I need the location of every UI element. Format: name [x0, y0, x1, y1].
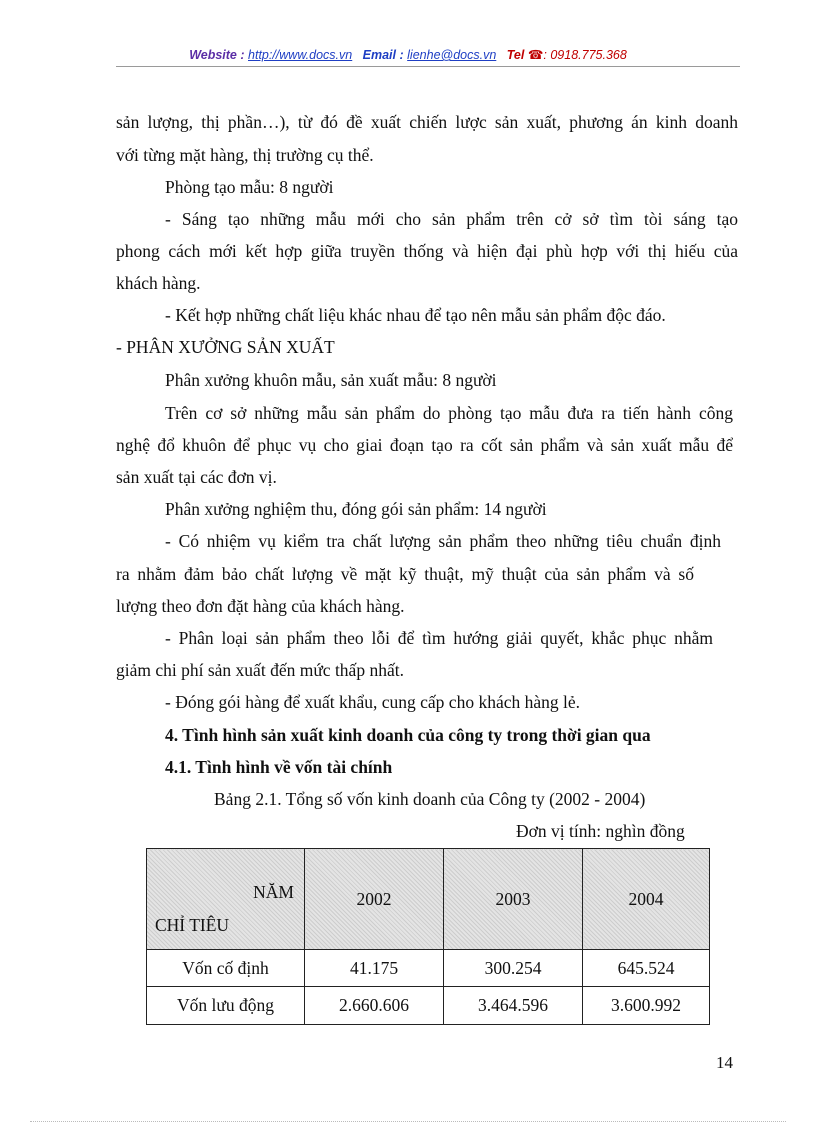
body-line-14: - Có nhiệm vụ kiểm tra chất lượng sản phẩm theo những tiêu chuẩn định	[165, 531, 721, 551]
corner-header-cell	[147, 849, 305, 950]
table-cell: 2.660.606	[305, 987, 444, 1025]
email-label: Email	[362, 48, 397, 62]
page-number: 14	[716, 1053, 733, 1072]
body-line-4: - Sáng tạo những mẫu mới cho sản phẩm trên cở sở tìm tòi sáng tạo	[165, 209, 738, 229]
body-line-19: - Đóng gói hàng để xuất khẩu, cung cấp cho khách hàng lẻ.	[165, 692, 581, 712]
body-line-17: - Phân loại sản phẩm theo lỗi để tìm hướng giải quyết, khắc phục nhằm	[165, 628, 713, 648]
body-line-12: sản xuất tại các đơn vị.	[116, 467, 277, 487]
body-line-11: nghệ đổ khuôn để phục vụ cho giai đoạn tạo ra cốt sản phẩm và sản xuất mẫu để	[116, 435, 733, 455]
row-label: Vốn lưu động	[147, 987, 305, 1025]
header-divider	[116, 66, 740, 67]
table-cell: 3.464.596	[444, 987, 583, 1025]
body-line-5: phong cách mới kết hợp giữa truyền thống và hiện đại phù hợp với thị hiếu của	[116, 241, 738, 261]
website-link[interactable]: http://www.docs.vn	[248, 48, 353, 62]
body-line-16: lượng theo đơn đặt hàng của khách hàng.	[116, 596, 405, 616]
body-line-10: Trên cơ sở những mẫu sản phẩm do phòng tạo mẫu đưa ra tiến hành công	[165, 403, 733, 423]
table-cell: 300.254	[444, 950, 583, 987]
body-line-2: với từng mặt hàng, thị trường cụ thể.	[116, 145, 374, 165]
email-link[interactable]: lienhe@docs.vn	[407, 48, 497, 62]
table-cell: 41.175	[305, 950, 444, 987]
footer-divider	[30, 1121, 786, 1122]
email-separator: :	[399, 48, 404, 62]
page-header	[0, 47, 816, 62]
year-header-2002: 2002	[305, 849, 444, 950]
tel-label: Tel	[506, 48, 525, 62]
table-row	[147, 950, 710, 987]
table-row	[147, 987, 710, 1025]
body-line-13: Phân xưởng nghiệm thu, đóng gói sản phẩm: 14 người	[165, 499, 547, 519]
table-cell: 645.524	[583, 950, 710, 987]
phone-icon: ☎	[527, 48, 544, 62]
table-header-row	[147, 849, 710, 950]
table-unit: Đơn vị tính: nghìn đồng	[516, 821, 685, 841]
body-line-1: sản lượng, thị phần…), từ đó đề xuất chiến lược sản xuất, phương án kinh doanh	[116, 112, 738, 132]
body-line-7: - Kết hợp những chất liệu khác nhau để tạo nên mẫu sản phẩm độc đáo.	[165, 305, 666, 325]
table-caption: Bảng 2.1. Tổng số vốn kinh doanh của Công ty (2002 - 2004)	[214, 789, 646, 809]
section-heading-workshop: - PHÂN XƯỞNG SẢN XUẤT	[116, 337, 335, 357]
body-line-3: Phòng tạo mẫu: 8 người	[165, 177, 334, 197]
body-line-9: Phân xưởng khuôn mẫu, sản xuất mẫu: 8 người	[165, 370, 497, 390]
year-header-2003: 2003	[444, 849, 583, 950]
year-header-2004: 2004	[583, 849, 710, 950]
body-line-15: ra nhằm đảm bảo chất lượng về mặt kỹ thuật, mỹ thuật của sản phẩm và số	[116, 564, 694, 584]
heading-section-4: 4. Tình hình sản xuất kinh doanh của công ty trong thời gian qua	[165, 725, 651, 745]
body-line-6: khách hàng.	[116, 273, 201, 293]
body-line-18: giảm chi phí sản xuất đến mức thấp nhất.	[116, 660, 404, 680]
capital-table	[146, 848, 710, 1025]
phone-number: : 0918.775.368	[543, 48, 627, 62]
corner-indicator-label: CHỈ TIÊU	[155, 915, 230, 935]
corner-year-label: NĂM	[253, 882, 294, 902]
row-label: Vốn cố định	[147, 950, 305, 987]
table-cell: 3.600.992	[583, 987, 710, 1025]
website-label: Website :	[189, 48, 245, 62]
heading-section-4-1: 4.1. Tình hình về vốn tài chính	[165, 757, 393, 777]
